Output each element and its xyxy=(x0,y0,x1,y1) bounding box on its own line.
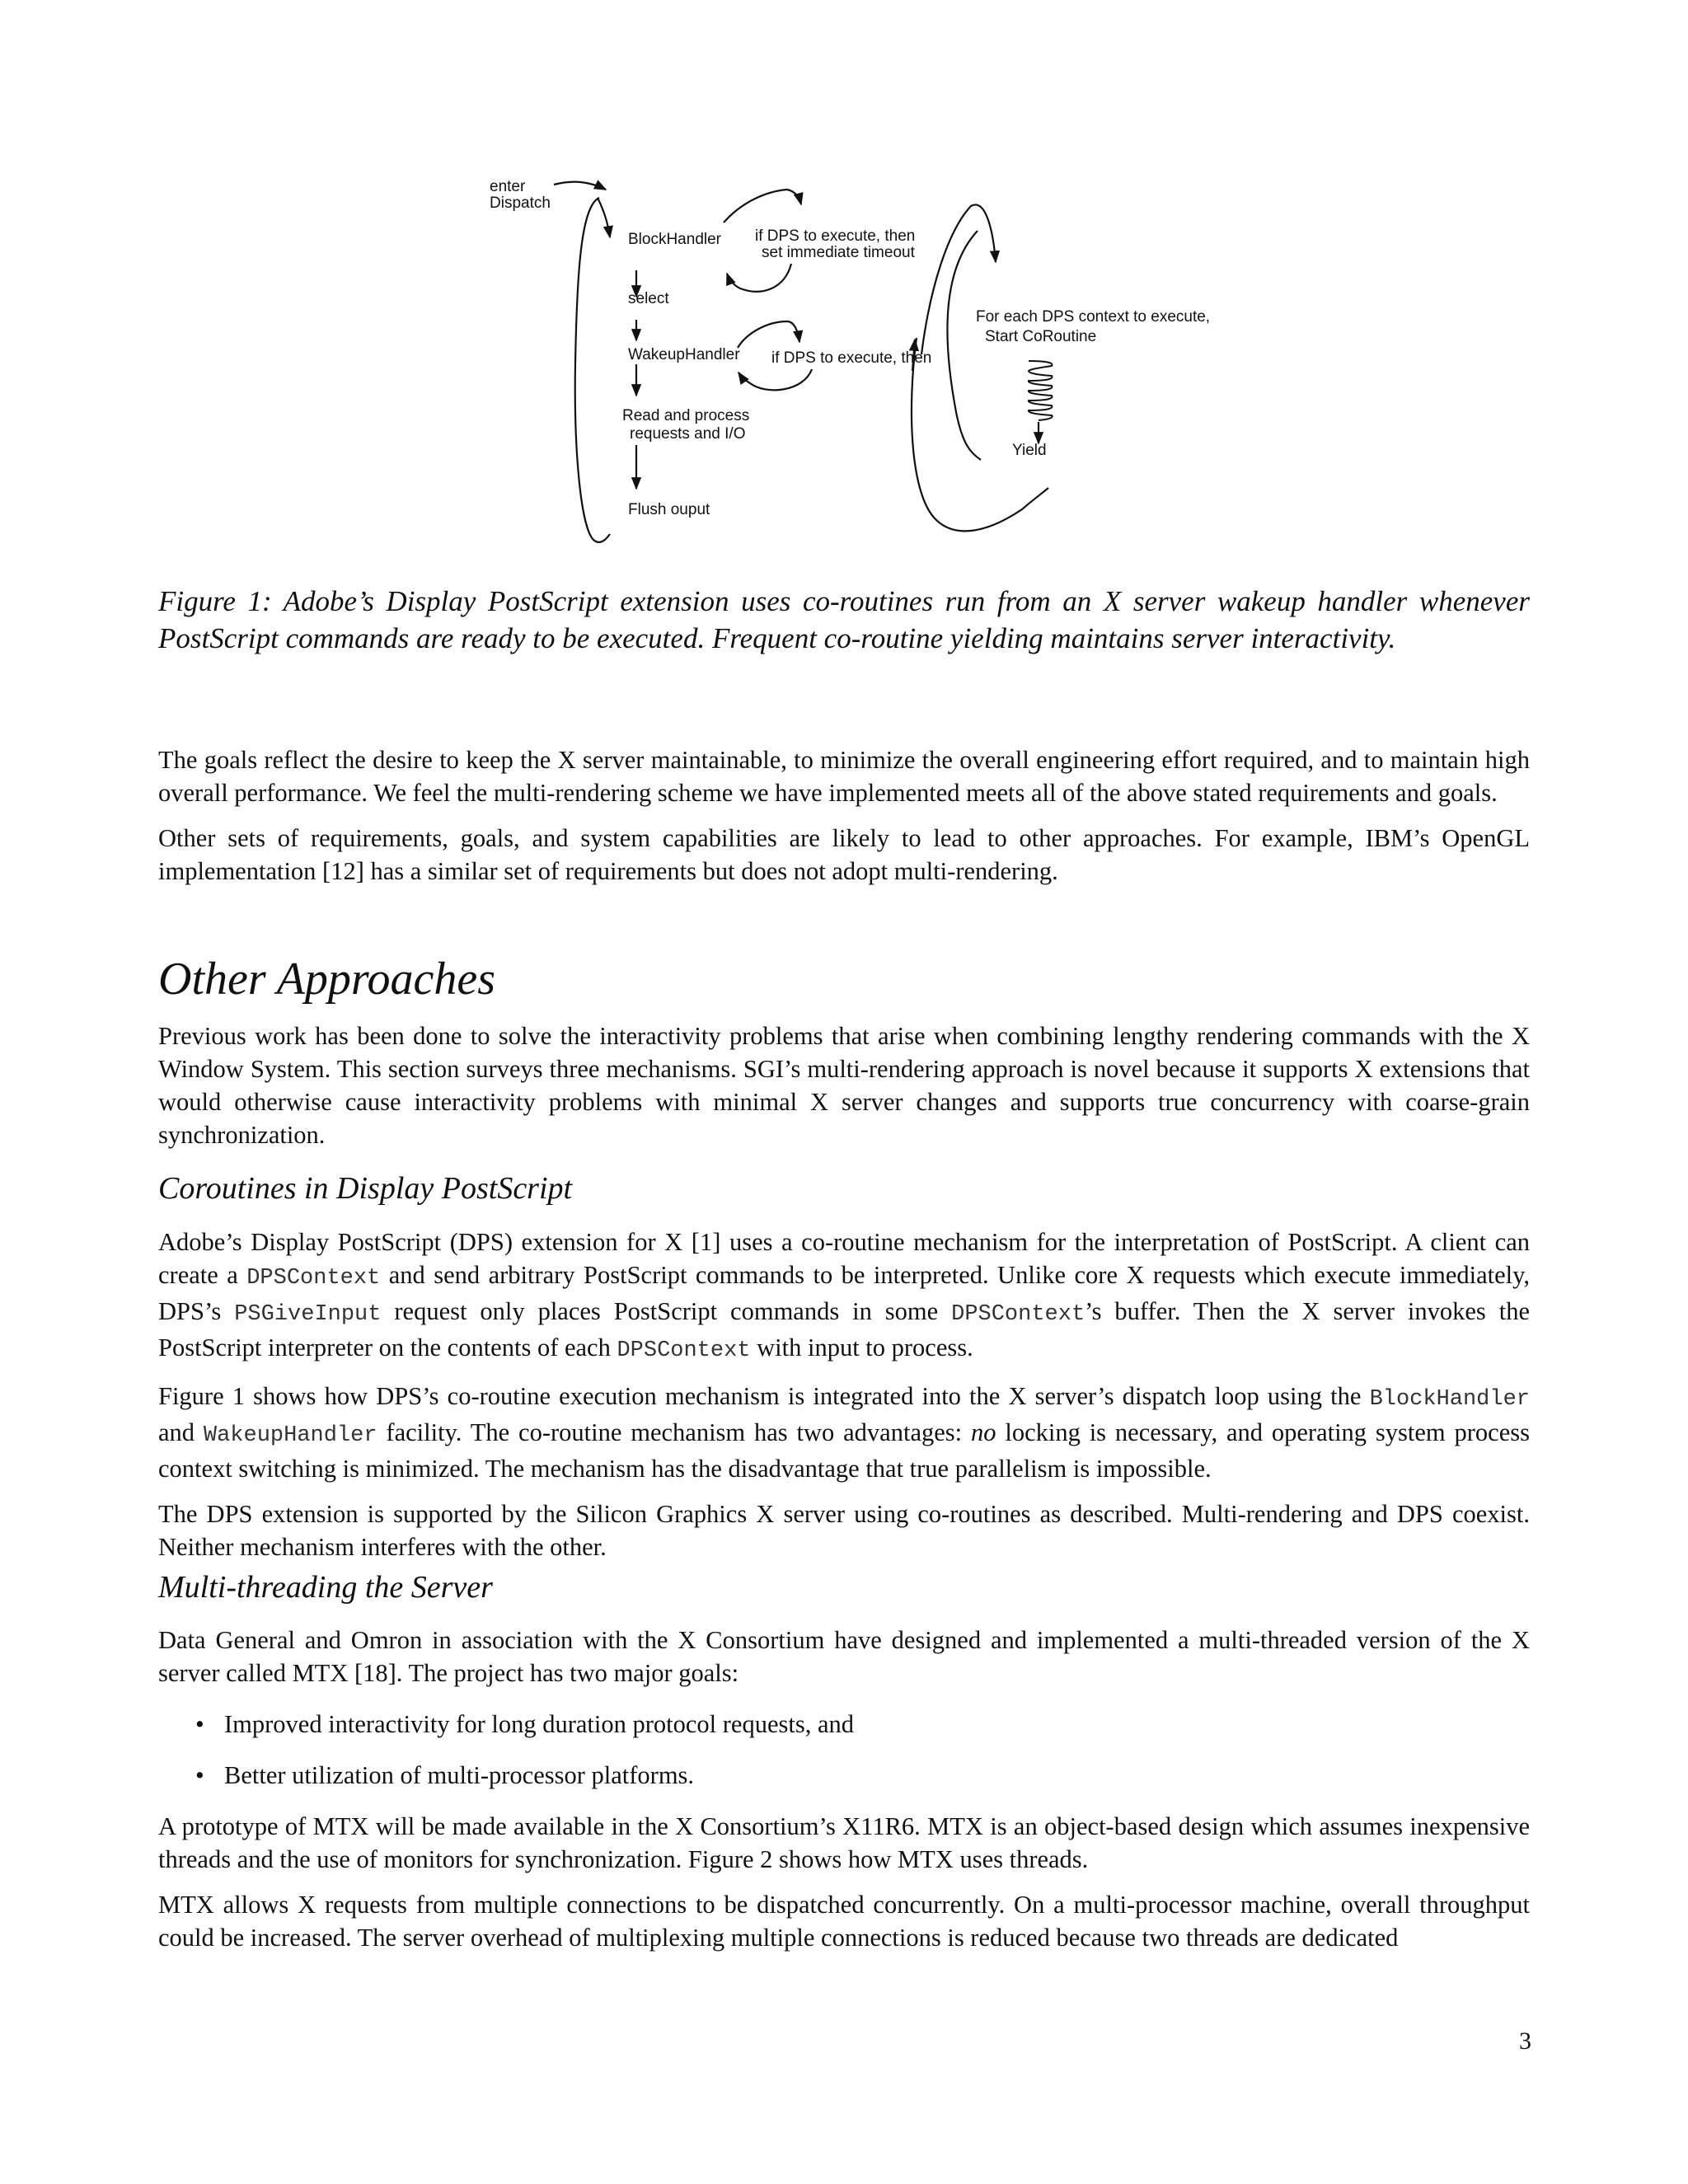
label-select: select xyxy=(628,290,669,307)
label-wakeup-handler: WakeupHandler xyxy=(628,346,740,363)
section-heading-other-approaches: Other Approaches xyxy=(158,954,496,1005)
other-approaches-section xyxy=(158,1019,1530,1164)
loop-top-arrow xyxy=(598,198,610,237)
page-number: 3 xyxy=(1519,2027,1531,2055)
intro-paragraph-2: Other sets of requirements, goals, and system capabilities are likely to lead to other approaches. For example, IBM’s OpenGL implementation [12] has a similar set of requirements but does not adopt multi-rendering. xyxy=(158,824,1530,885)
code-dpscontext: DPSContext xyxy=(246,1266,381,1291)
list-item: • Improved interactivity for long duration protocol requests, and xyxy=(158,1708,1530,1741)
coroutine-spring xyxy=(1029,361,1053,420)
goals-list xyxy=(158,1708,1530,1792)
label-timeout-1: if DPS to execute, then xyxy=(755,227,916,245)
dispatch-loop-curve xyxy=(575,198,610,542)
label-if-dps-then: if DPS to execute, then xyxy=(771,349,932,367)
code-psgiveinput: PSGiveInput xyxy=(234,1302,382,1327)
label-read-process-1: Read and process xyxy=(622,407,750,424)
multithreading-section xyxy=(158,1624,1530,1966)
label-enter: enter xyxy=(490,178,526,195)
emphasis-no: no xyxy=(970,1418,996,1446)
code-blockhandler: BlockHandler xyxy=(1369,1387,1530,1412)
multithreading-paragraph-1: Data General and Omron in association with the X Consortium have designed and implemented a multi-threaded version of the X server called MTX [18]. The project has two major goals: xyxy=(158,1626,1530,1687)
subsection-heading-coroutines: Coroutines in Display PostScript xyxy=(158,1171,573,1206)
wakeup-handler-in-curve xyxy=(738,369,812,390)
coroutine-outer-loop xyxy=(912,338,1048,531)
code-dpscontext: DPSContext xyxy=(617,1338,751,1363)
label-timeout-2: set immediate timeout xyxy=(762,244,915,261)
block-handler-in-curve xyxy=(727,264,791,292)
figure-1-caption: Figure 1: Adobe’s Display PostScript extension uses co-routines run from an X server wakeup handler whenever PostScript commands are ready to be executed. Frequent co-routine yielding maintains server interactivity. xyxy=(158,585,1530,654)
label-yield: Yield xyxy=(1012,442,1047,459)
block-handler-out-curve xyxy=(724,190,801,223)
coroutines-paragraph-3: The DPS extension is supported by the Silicon Graphics X server using co-routines as described. Multi-rendering and DPS coexist. Neither mechanism interferes with the other. xyxy=(158,1500,1530,1561)
label-read-process-2: requests and I/O xyxy=(630,425,746,443)
label-dispatch: Dispatch xyxy=(490,194,551,212)
label-for-each-2: Start CoRoutine xyxy=(985,328,1097,345)
code-wakeuphandler: WakeupHandler xyxy=(203,1423,377,1448)
code-dpscontext: DPSContext xyxy=(951,1302,1085,1327)
intro-paragraph-1: The goals reflect the desire to keep the X server maintainable, to minimize the overall engineering effort required, and to maintain high overall performance. We feel the multi-rendering scheme we have implemented meets all of the above stated requirements and goals. xyxy=(158,746,1530,807)
label-block-handler: BlockHandler xyxy=(628,231,721,248)
coroutine-inner-curve xyxy=(947,231,981,460)
multithreading-paragraph-3: MTX allows X requests from multiple connections to be dispatched concurrently. On a multi-processor machine, overall throughput could be increased. The server overhead of multiplexing multiple connections is reduced because two threads are dedicated xyxy=(158,1891,1530,1952)
enter-arrow xyxy=(554,182,606,190)
coroutines-paragraph-2: Figure 1 shows how DPS’s co-routine execution mechanism is integrated into the X server’s dispatch loop using the BlockHandler and WakeupHandler facility. The co-routine mechanism has two advantages: no locking is necessary, and operating system process context switching is minimized. The mechanism has the disadvantage that true parallelism is impossible. xyxy=(158,1382,1530,1483)
intro-section xyxy=(158,743,1530,900)
wakeup-handler-out-curve xyxy=(738,321,799,348)
figure-1-diagram xyxy=(462,165,1253,560)
subsection-heading-multithreading: Multi-threading the Server xyxy=(158,1570,493,1605)
coroutines-paragraph-1: Adobe’s Display PostScript (DPS) extension for X [1] uses a co-routine mechanism for the interpretation of PostScript. A client can create a DPSContext and send arbitrary PostScript commands to be interpreted. Unlike core X requests which execute immediately, DPS’s PSGiveInput request only places PostScript commands in some DPSContext’s buffer. Then the X server invokes the PostScript interpreter on the contents of each DPSContext with input to process. xyxy=(158,1228,1531,1363)
label-for-each-1: For each DPS context to execute, xyxy=(976,308,1211,326)
multithreading-paragraph-2: A prototype of MTX will be made available in the X Consortium’s X11R6. MTX is an object-based design which assumes inexpensive threads and the use of monitors for synchronization. Figure 2 shows how MTX uses threads. xyxy=(158,1812,1530,1873)
coroutines-section xyxy=(158,1226,1530,1576)
label-flush: Flush ouput xyxy=(628,501,710,518)
list-item: • Better utilization of multi-processor platforms. xyxy=(158,1759,1530,1792)
other-approaches-paragraph: Previous work has been done to solve the interactivity problems that arise when combining lengthy rendering commands with the X Window System. This section surveys three mechanisms. SGI’s multi-rendering approach is novel because it supports X extensions that would otherwise cause interactivity problems with minimal X server changes and supports true concurrency with coarse-grain synchronization. xyxy=(158,1022,1530,1149)
